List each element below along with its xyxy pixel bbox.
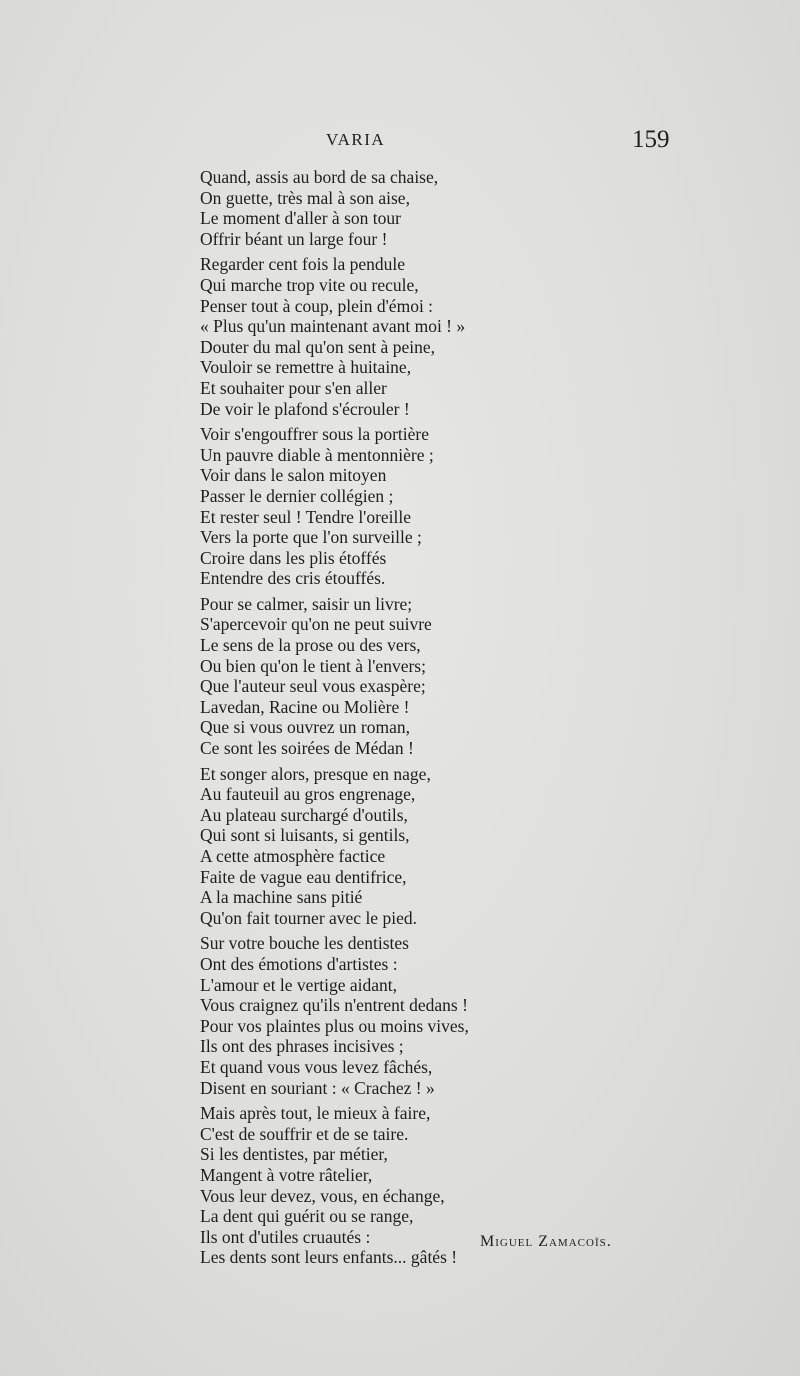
poem-line: Disent en souriant : « Crachez ! »	[200, 1077, 435, 1098]
poem-line: Voir s'engouffrer sous la portière	[200, 424, 429, 445]
poem-line: Qu'on fait tourner avec le pied.	[200, 907, 417, 928]
poem-line: Et songer alors, presque en nage,	[200, 763, 431, 784]
poem-line: A cette atmosphère factice	[200, 846, 386, 866]
poem-line: Vous craignez qu'ils n'entrent dedans !	[200, 995, 468, 1016]
poem-line: Passer le dernier collégien ;	[200, 485, 394, 506]
stanza	[200, 254, 760, 419]
poem-line: Lavedan, Racine ou Molière !	[200, 696, 410, 717]
poem-line: Que l'auteur seul vous exaspère;	[200, 676, 426, 697]
poem-line: C'est de souffrir et de se taire.	[200, 1123, 409, 1144]
section-title: VARIA	[326, 130, 386, 149]
poem-line: Le sens de la prose ou des vers,	[200, 635, 421, 656]
poem-line: Qui marche trop vite ou recule,	[200, 274, 419, 295]
poem-line: Quand, assis au bord de sa chaise,	[200, 167, 439, 187]
poem-line: Vous leur devez, vous, en échange,	[200, 1185, 445, 1206]
poem-line: Et souhaiter pour s'en aller	[200, 377, 387, 398]
poem-line: Entendre des cris étouffés.	[200, 568, 386, 589]
poem-line: A la machine sans pitié	[200, 887, 363, 908]
poem-line: De voir le plafond s'écrouler !	[200, 398, 410, 419]
poem-line: Le moment d'aller à son tour	[200, 208, 401, 229]
poem-line: Penser tout à coup, plein d'émoi :	[200, 295, 434, 316]
stanza	[200, 594, 760, 759]
poem-line: « Plus qu'un maintenant avant moi ! »	[200, 316, 466, 337]
poem-line: Ce sont les soirées de Médan !	[200, 738, 414, 759]
poem-line: S'apercevoir qu'on ne peut suivre	[200, 614, 432, 635]
author-signature: Miguel Zamacoïs.	[480, 1233, 612, 1250]
poem-line: Regarder cent fois la pendule	[200, 254, 406, 275]
poem-line: Pour se calmer, saisir un livre;	[200, 593, 413, 614]
poem-line: Si les dentistes, par métier,	[200, 1144, 388, 1165]
poem-line: Faite de vague eau dentifrice,	[200, 866, 407, 887]
poem-line: Ils ont des phrases incisives ;	[200, 1036, 404, 1057]
poem-line: Au fauteuil au gros engrenage,	[200, 784, 416, 805]
poem-line: Vouloir se remettre à huitaine,	[200, 357, 412, 378]
poem-line: On guette, très mal à son aise,	[200, 187, 410, 208]
stanza	[200, 933, 760, 1098]
poem-line: Offrir béant un large four !	[200, 228, 388, 249]
stanza	[200, 167, 760, 249]
poem-line: Vers la porte que l'on surveille ;	[200, 527, 422, 548]
poem	[200, 167, 760, 1273]
poem-line: Et quand vous vous levez fâchés,	[200, 1056, 433, 1077]
poem-line: Mangent à votre râtelier,	[200, 1164, 373, 1185]
poem-line: Douter du mal qu'on sent à peine,	[200, 336, 435, 357]
poem-line: Ont des émotions d'artistes :	[200, 953, 398, 974]
poem-line: Croire dans les plis étoffés	[200, 547, 387, 568]
poem-line: Mais après tout, le mieux à faire,	[200, 1103, 431, 1124]
poem-line: Qui sont si luisants, si gentils,	[200, 825, 410, 846]
poem-line: L'amour et le vertige aidant,	[200, 974, 398, 995]
poem-line: Ils ont d'utiles cruautés :	[200, 1226, 371, 1247]
page-number: 159	[632, 126, 670, 153]
poem-line: Au plateau surchargé d'outils,	[200, 804, 408, 825]
poem-line: Les dents sont leurs enfants... gâtés !	[200, 1247, 458, 1268]
stanza	[200, 764, 760, 929]
poem-line: Un pauvre diable à mentonnière ;	[200, 444, 434, 465]
poem-line: Voir dans le salon mitoyen	[200, 465, 387, 486]
poem-line: Sur votre bouche les dentistes	[200, 933, 409, 954]
poem-line: Pour vos plaintes plus ou moins vives,	[200, 1015, 469, 1036]
running-head	[0, 126, 800, 156]
poem-line: Que si vous ouvrez un roman,	[200, 717, 410, 738]
poem-line: Et rester seul ! Tendre l'oreille	[200, 506, 412, 527]
poem-line: Ou bien qu'on le tient à l'envers;	[200, 655, 426, 676]
poem-line: La dent qui guérit ou se range,	[200, 1206, 414, 1227]
stanza	[200, 424, 760, 589]
